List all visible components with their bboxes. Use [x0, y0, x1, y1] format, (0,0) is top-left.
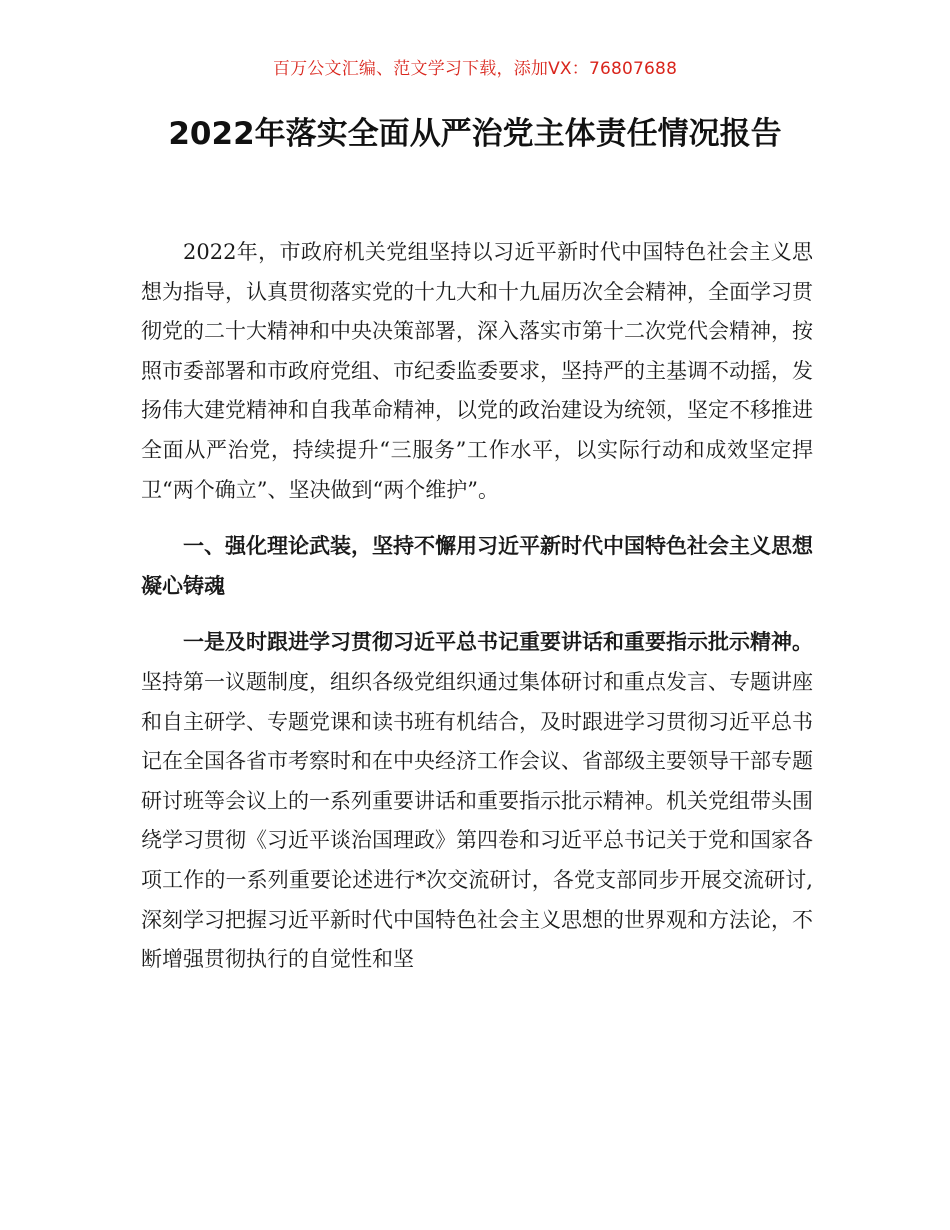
intro-paragraph: 2022年，市政府机关党组坚持以习近平新时代中国特色社会主义思想为指导，认真贯彻落实党的十九大和十九届历次全会精神，全面学习贯彻党的二十大精神和中央决策部署，深入落实市第十二次党代会精神，按照市委部署和市政府党组、市纪委监委要求，坚持严的主基调不动摇，发扬伟大建党精神和自我革命精神，以党的政治建设为统领，坚定不移推进全面从严治党，持续提升“三服务”工作水平，以实际行动和成效坚定捍卫“两个确立”、坚决做到“两个维护”。: [141, 240, 813, 502]
document-title: 2022年落实全面从严治党主体责任情况报告: [168, 116, 782, 152]
subsection-body: 坚持第一议题制度，组织各级党组织通过集体研讨和重点发言、专题讲座和自主研学、专题党课和读书班有机结合，及时跟进学习贯彻习近平总书记在全国各省市考察时和在中央经济工作会议、省部级主要领导干部专题研讨班等会议上的一系列重要讲话和重要指示批示精神。机关党组带头围绕学习贯彻《习近平谈治国理政》第四卷和习近平总书记关于党和国家各项工作的一系列重要论述进行*次交流研讨，各党支部同步开展交流研讨,深刻学习把握习近平新时代中国特色社会主义思想的世界观和方法论，不断增强贯彻执行的自觉性和坚: [141, 669, 813, 972]
document-body: [141, 233, 813, 980]
section-heading: 一、强化理论武装，坚持不懈用习近平新时代中国特色社会主义思想凝心铸魂: [141, 534, 813, 598]
watermark-header: 百万公文汇编、范文学习下载，添加VX：76807688: [272, 59, 678, 79]
subsection-lead: 一是及时跟进学习贯彻习近平总书记重要讲话和重要指示批示精神。: [183, 630, 813, 655]
subsection-paragraph: [141, 623, 813, 979]
